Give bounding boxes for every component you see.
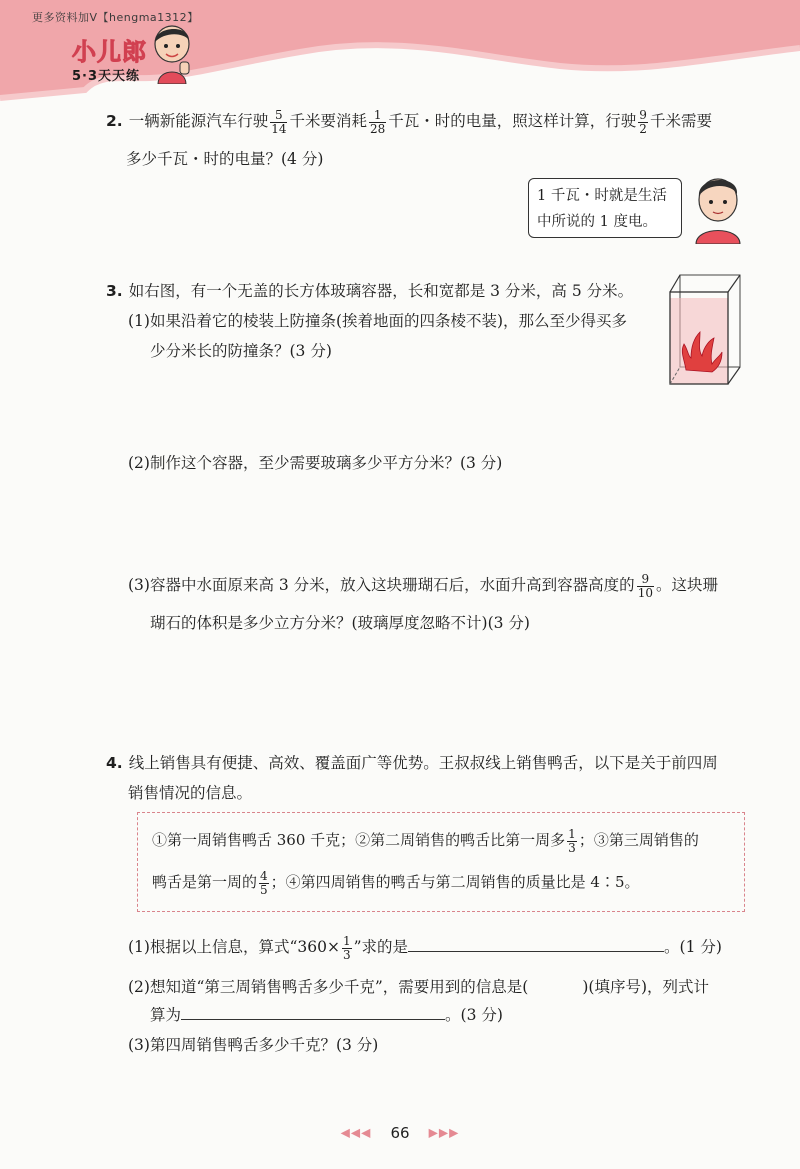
info-line-2: 鸭舌是第一周的 $\frac{4}{5}$ ；④第四周销售的鸭舌与第二周销售的质量比是 4∶5。 [152,868,640,897]
q4-part-2-line-2: 算为 。(3 分) [150,1006,503,1024]
fraction-4-5: $\frac{4}{5}$ [260,868,268,897]
fraction-5-14: $\frac{5}{14}$ [271,107,287,136]
page-number: 66 [390,1123,410,1142]
fraction-9-2: $\frac{9}{2}$ [639,107,647,136]
boy-illustration-icon [688,172,748,244]
q4-line-2: 销售情况的信息。 [128,784,253,802]
q3-part-1-line-2: 少分米长的防撞条？(3 分) [150,342,332,360]
info-line-1: ①第一周销售鸭舌 360 千克；②第二周销售的鸭舌比第一周多 $\frac{1}{3}$ ；③第三周销售的 [152,826,699,855]
q3-part-3-text-1: (3)容器中水面原来高 3 分米，放入这块珊瑚石后，水面升高到容器高度的 [128,576,635,594]
right-arrows-icon: ▶▶▶ [428,1125,460,1140]
left-arrows-icon: ◀◀◀ [340,1125,372,1140]
mascot-icon [150,22,194,84]
bubble-line-1: 1 千瓦・时就是生活 [537,188,667,204]
fraction-1-3: $\frac{1}{3}$ [568,826,576,855]
question-number: 4. [106,754,123,772]
question-3 [106,276,633,306]
q2-text-2: 千米要消耗 [289,112,367,130]
question-4 [106,748,718,778]
fraction-9-10: $\frac{9}{10}$ [637,571,653,600]
logo-main-text: 小儿郎 [72,38,147,66]
question-number: 3. [106,282,123,300]
answer-blank[interactable] [408,951,664,952]
q3-part-3-line-1 [128,570,718,600]
q2-text-1: 一辆新能源汽车行驶 [128,112,269,130]
q4-part-1: (1)根据以上信息，算式“360× $\frac{1}{3}$ ”求的是 。(1 分) [128,933,722,962]
question-number: 2. [106,112,123,130]
q3-part-3-text-2: 。这块珊 [655,576,718,594]
bubble-line-2: 中所说的 1 度电。 [537,214,657,230]
info-box [137,812,745,912]
glass-container-figure [664,272,744,390]
speech-bubble [528,178,682,238]
q4-part-2-line-1: (2)想知道“第三周销售鸭舌多少千克”，需要用到的信息是( )(填序号)，列式计 [128,978,710,996]
q2-text-4: 千米需要 [649,112,712,130]
q3-part-1-line-1: (1)如果沿着它的棱装上防撞条(挨着地面的四条棱不装)，那么至少得买多 [128,312,628,330]
question-2 [106,106,712,174]
q2-line-2: 多少千瓦・时的电量？(4 分) [126,150,324,168]
watermark-text: 更多资料加V【hengma1312】 [32,11,199,24]
logo-sub-text: 5·3天天练 [72,69,141,84]
answer-blank[interactable] [181,1019,445,1020]
brand-logo [72,32,147,84]
q2-text-3: 千瓦・时的电量，照这样计算，行驶 [388,112,637,130]
fraction-1-28: $\frac{1}{28}$ [370,107,386,136]
q3-intro: 如右图，有一个无盖的长方体玻璃容器，长和宽都是 3 分米，高 5 分米。 [128,282,634,300]
q3-part-2: (2)制作这个容器，至少需要玻璃多少平方分米？(3 分) [128,454,503,472]
fraction-1-3: $\frac{1}{3}$ [342,933,351,962]
page-footer [0,1122,800,1142]
q4-line-1: 线上销售具有便捷、高效、覆盖面广等优势。王叔叔线上销售鸭舌，以下是关于前四周 [128,754,718,772]
q4-part-3: (3)第四周销售鸭舌多少千克？(3 分) [128,1036,379,1054]
q3-part-3-line-2: 瑚石的体积是多少立方分米？(玻璃厚度忽略不计)(3 分) [150,614,530,632]
